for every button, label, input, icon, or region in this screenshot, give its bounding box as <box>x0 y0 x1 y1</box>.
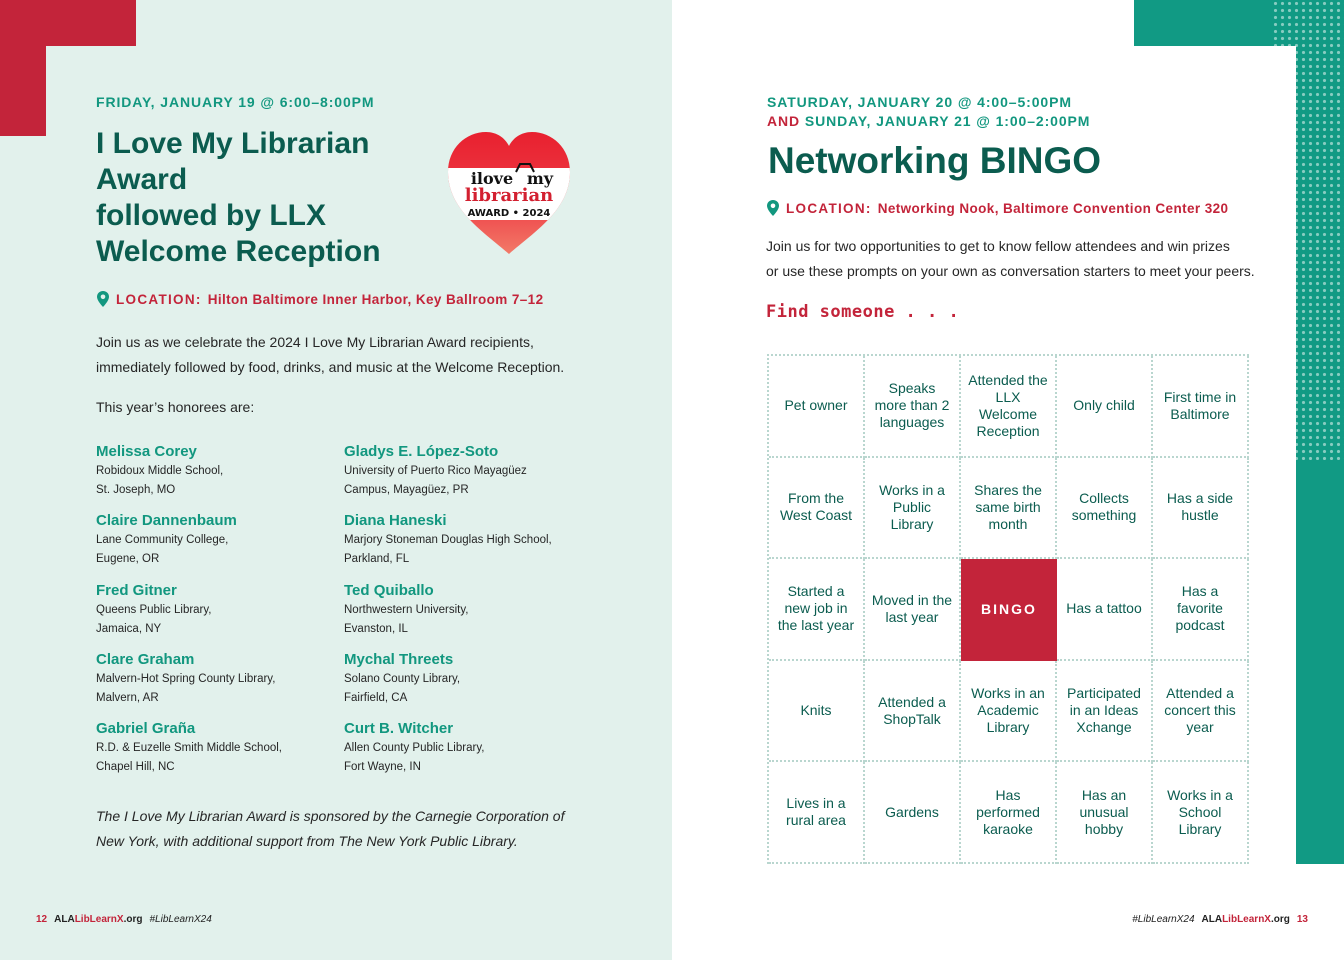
bingo-cell[interactable]: Pet owner <box>769 356 865 458</box>
website-link[interactable]: ALALibLearnX.org <box>1201 914 1290 925</box>
bingo-cell[interactable]: Has performed karaoke <box>961 762 1057 864</box>
hashtag: #LibLearnX24 <box>1132 914 1195 925</box>
i-love-my-librarian-logo <box>444 128 574 256</box>
honoree-entry: Gladys E. López-Soto University of Puerto Rico Mayagüez Campus, Mayagüez, PR <box>344 443 527 496</box>
event-location: LOCATION: Hilton Baltimore Inner Harbor, Key Ballroom 7–12 <box>96 290 543 308</box>
hashtag: #LibLearnX24 <box>149 914 212 925</box>
honoree-entry: Claire Dannenbaum Lane Community College, Eugene, OR <box>96 512 237 565</box>
page-title: Networking BINGO <box>768 140 1102 181</box>
bingo-cell[interactable]: Lives in a rural area <box>769 762 865 864</box>
bingo-card <box>767 354 1249 864</box>
bingo-cell[interactable]: Attended the LLX Welcome Reception <box>961 356 1057 458</box>
page-footer <box>1132 914 1308 925</box>
svg-text:ilove: ilove <box>470 169 514 188</box>
bingo-cell[interactable]: Participated in an Ideas Xchange <box>1057 661 1153 763</box>
event-date-second: AND SUNDAY, JANUARY 21 @ 1:00–2:00PM <box>767 113 1091 129</box>
honoree-entry: Melissa Corey Robidoux Middle School, St. Joseph, MO <box>96 443 224 496</box>
svg-text:my: my <box>526 169 554 188</box>
website-link[interactable]: ALALibLearnX.org <box>54 914 143 925</box>
bingo-cell[interactable]: Moved in the last year <box>865 559 961 661</box>
page-title: I Love My Librarian Award followed by LLX Welcome Reception <box>96 127 381 268</box>
honoree-entry: Fred Gitner Queens Public Library, Jamaica, NY <box>96 582 212 635</box>
bingo-cell[interactable]: Only child <box>1057 356 1153 458</box>
page-number: 13 <box>1296 914 1308 925</box>
svg-text:AWARD • 2024: AWARD • 2024 <box>467 208 551 219</box>
bingo-cell[interactable]: Started a new job in the last year <box>769 559 865 661</box>
bingo-cell[interactable]: Has a favorite podcast <box>1153 559 1249 661</box>
bingo-cell[interactable]: Works in a School Library <box>1153 762 1249 864</box>
honoree-entry: Curt B. Witcher Allen County Public Library, Fort Wayne, IN <box>344 720 485 773</box>
honoree-entry: Diana Haneski Marjory Stoneman Douglas High School, Parkland, FL <box>344 512 552 565</box>
bingo-cell[interactable]: Works in a Public Library <box>865 458 961 560</box>
intro-paragraph: Join us for two opportunities to get to know fellow attendees and win prizes or use these prompts on your own as conversation starters to meet your peers. <box>766 238 1255 279</box>
honoree-entry: Clare Graham Malvern-Hot Spring County Library, Malvern, AR <box>96 651 276 704</box>
corner-decoration <box>0 0 136 136</box>
bingo-cell[interactable]: Attended a concert this year <box>1153 661 1249 763</box>
bingo-cell[interactable]: Knits <box>769 661 865 763</box>
bingo-cell[interactable]: Works in an Academic Library <box>961 661 1057 763</box>
bingo-cell[interactable]: Has a side hustle <box>1153 458 1249 560</box>
sponsor-note: The I Love My Librarian Award is sponsored by the Carnegie Corporation of New York, with additional support from The New York Public Library. <box>96 808 565 849</box>
svg-text:librarian: librarian <box>464 185 554 206</box>
honorees-intro: This year’s honorees are: <box>96 399 255 415</box>
bingo-cell[interactable]: Attended a ShopTalk <box>865 661 961 763</box>
honoree-entry: Ted Quiballo Northwestern University, Evanston, IL <box>344 582 469 635</box>
honoree-entry: Gabriel Graña R.D. & Euzelle Smith Middle School, Chapel Hill, NC <box>96 720 282 773</box>
event-date: SATURDAY, JANUARY 20 @ 4:00–5:00PM <box>767 94 1072 110</box>
page-number: 12 <box>36 914 48 925</box>
bingo-cell[interactable]: From the West Coast <box>769 458 865 560</box>
event-date: FRIDAY, JANUARY 19 @ 6:00–8:00PM <box>96 94 375 110</box>
honoree-entry: Mychal Threets Solano County Library, Fairfield, CA <box>344 651 461 704</box>
bingo-free-space: BINGO <box>961 559 1057 661</box>
find-someone-heading: Find someone . . . <box>766 302 960 322</box>
halftone-decoration <box>1272 0 1344 460</box>
page-footer <box>36 914 212 925</box>
bingo-cell[interactable]: Speaks more than 2 languages <box>865 356 961 458</box>
bingo-cell[interactable]: Shares the same birth month <box>961 458 1057 560</box>
right-page <box>672 0 1344 960</box>
map-pin-icon <box>766 199 780 217</box>
intro-paragraph: Join us as we celebrate the 2024 I Love My Librarian Award recipients, immediately followed by food, drinks, and music at the Welcome Reception. <box>96 334 565 375</box>
bingo-cell[interactable]: Has an unusual hobby <box>1057 762 1153 864</box>
bingo-cell[interactable]: Gardens <box>865 762 961 864</box>
bingo-cell[interactable]: Collects something <box>1057 458 1153 560</box>
bingo-cell[interactable]: First time in Baltimore <box>1153 356 1249 458</box>
event-location: LOCATION: Networking Nook, Baltimore Convention Center 320 <box>766 199 1228 217</box>
bingo-cell[interactable]: Has a tattoo <box>1057 559 1153 661</box>
map-pin-icon <box>96 290 110 308</box>
